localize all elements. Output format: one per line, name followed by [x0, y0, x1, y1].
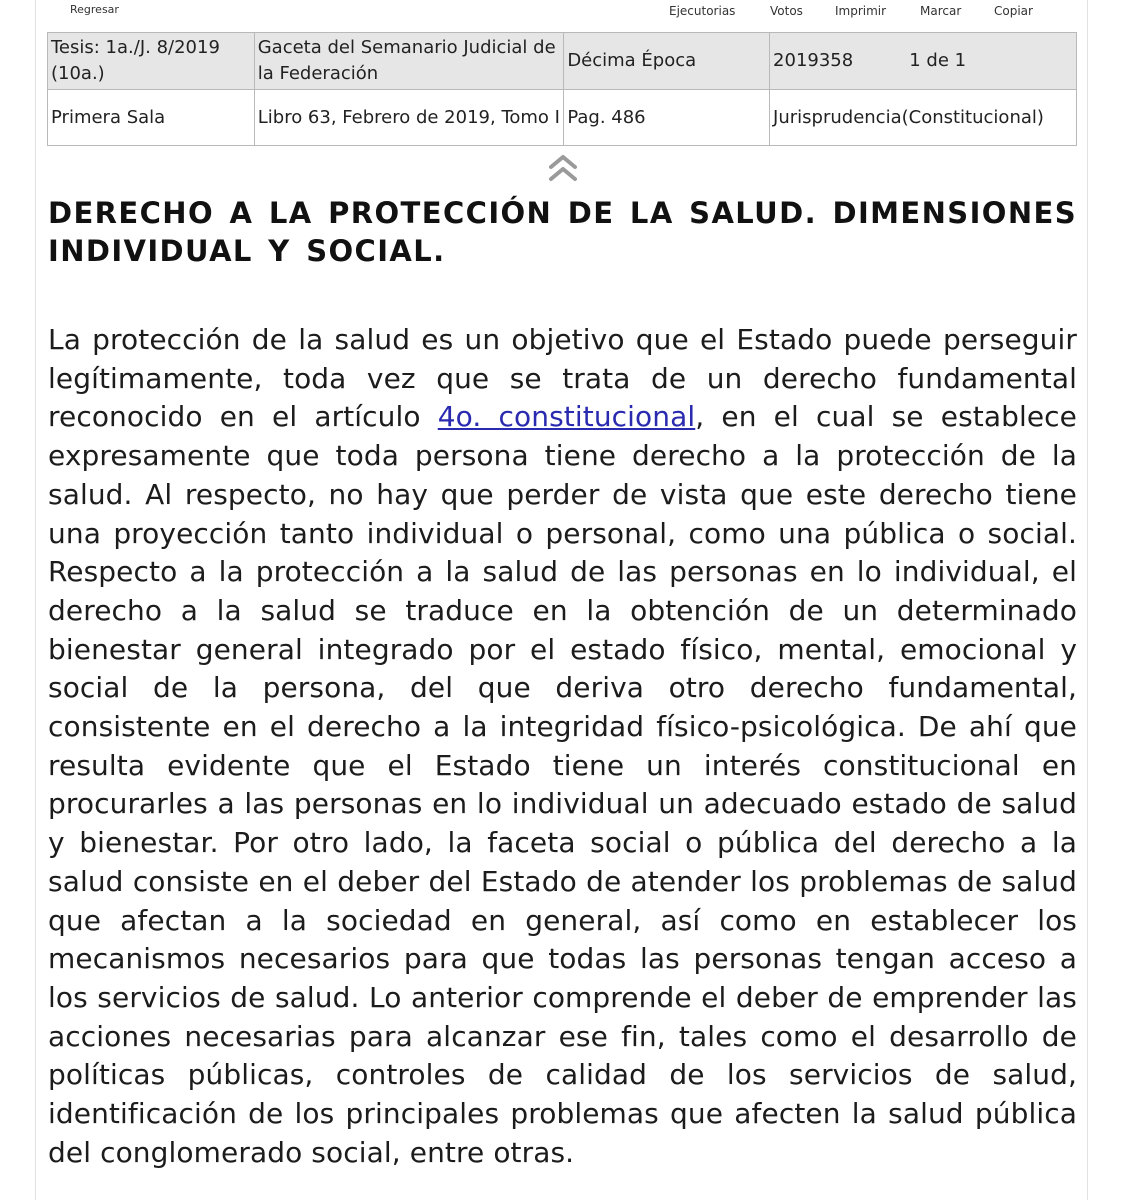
toolbar	[0, 0, 1124, 26]
registro-cell	[770, 33, 1077, 90]
fuente-cell: Gaceta del Semanario Judicial de la Federación	[254, 33, 564, 90]
registro-number: 2019358	[773, 50, 854, 71]
thesis-title: DERECHO A LA PROTECCIÓN DE LA SALUD. DIMENSIONES INDIVIDUAL Y SOCIAL.	[48, 196, 1077, 268]
mark-link[interactable]: Marcar	[920, 4, 962, 18]
tipo-cell: Jurisprudencia(Constitucional)	[770, 90, 1077, 146]
pagination-label: 1 de 1	[909, 50, 967, 71]
print-link[interactable]: Imprimir	[835, 4, 887, 18]
back-link[interactable]: Regresar	[70, 3, 119, 16]
thesis-metadata-table	[47, 32, 1077, 146]
votos-link[interactable]: Votos	[770, 4, 803, 18]
thesis-body	[48, 321, 1077, 1172]
body-text-part: La protección de la salud es un objetivo que el Estado puede perseguir legítimamente, toda vez que se trata de un derecho fundamental reconocido en el artículo	[48, 323, 1077, 434]
metadata-row	[48, 33, 1077, 90]
pagina-cell: Pag. 486	[564, 90, 770, 146]
libro-cell: Libro 63, Febrero de 2019, Tomo I	[254, 90, 564, 146]
copy-link[interactable]: Copiar	[994, 4, 1033, 18]
double-chevron-up-icon[interactable]	[547, 150, 579, 186]
metadata-row	[48, 90, 1077, 146]
tesis-id-cell: Tesis: 1a./J. 8/2019 (10a.)	[48, 33, 255, 90]
epoca-cell: Décima Época	[564, 33, 770, 90]
sala-cell: Primera Sala	[48, 90, 255, 146]
article-4-link[interactable]: 4o. constitucional	[437, 400, 696, 434]
ejecutorias-link[interactable]: Ejecutorias	[669, 4, 736, 18]
body-text-part: , en el cual se establece expresamente que toda persona tiene derecho a la protección de la salud. Al respecto, no hay que perder de vista que este derecho tiene una proyección tanto individual o personal, como una pública o social. Respecto a la protección a la salud de las personas en lo individual, el derecho a la salud se traduce en la obtención de un determinado bienestar general integrado por el estado físico, mental, emocional y social de la persona, del que deriva otro derecho fundamental, consistente en el derecho a la integridad físico-psicológica. De ahí que resulta evidente que el Estado tiene un interés constitucional en procurarles a las personas en lo individual un adecuado estado de salud y bienestar. Por otro lado, la faceta social o pública del derecho a la salud consiste en el deber del Estado de atender los problemas de salud que afectan a la sociedad en general, así como en establecer los mecanismos necesarios para que todas las personas tengan acceso a los servicios de salud. Lo anterior comprende el deber de emprender las acciones necesarias para alcanzar ese fin, tales como el desarrollo de políticas públicas, controles de calidad de los servicios de salud, identificación de los principales problemas que afecten la salud pública del conglomerado social, entre otras.	[48, 400, 1077, 1169]
